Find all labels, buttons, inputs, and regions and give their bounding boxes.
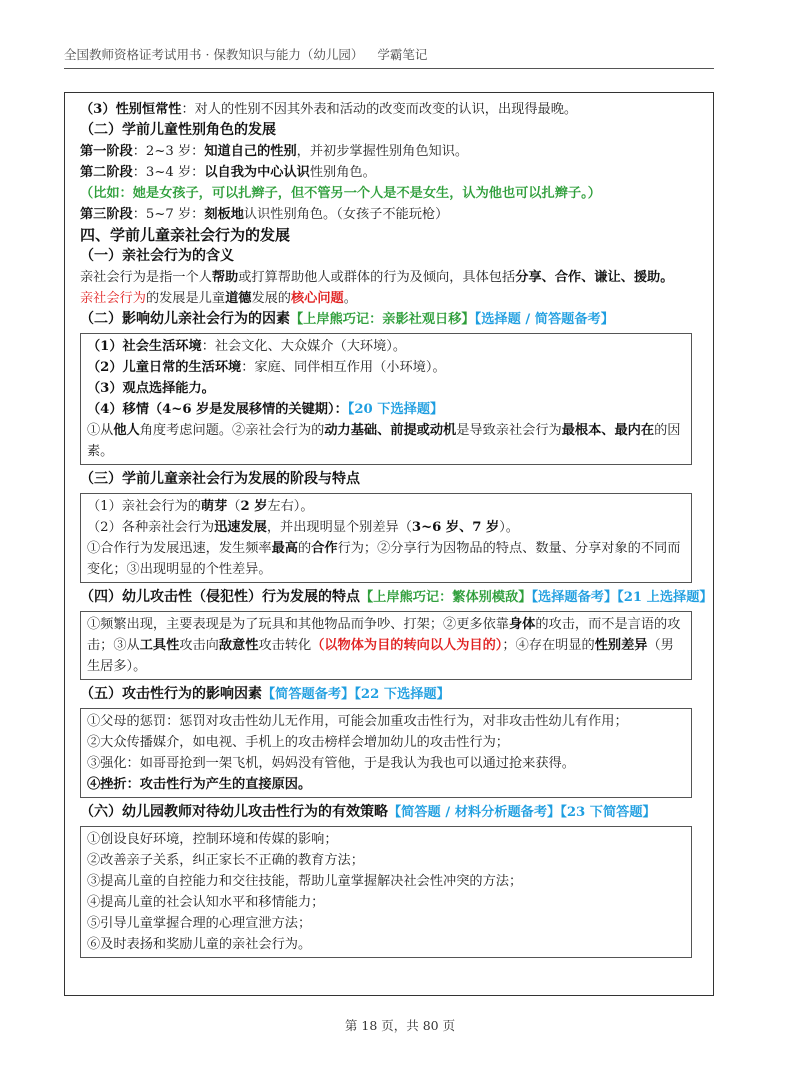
- stage-key: 知道自己的性别: [204, 144, 297, 159]
- stage-3: [80, 204, 705, 225]
- stage-item-1: [87, 496, 685, 517]
- text: （4）移情（4~6 岁是发展移情的关键期）：: [87, 402, 348, 417]
- text: 是导致亲社会行为: [456, 423, 562, 438]
- sub2-title: （二）影响幼儿亲社会行为的因素: [80, 311, 290, 327]
- strategy-3: ③提高儿童的自控能力和交往技能，帮助儿童掌握解决社会性冲突的方法；: [87, 874, 523, 889]
- exam-tag: 【21 上选择题】: [617, 590, 713, 605]
- factor-1: [87, 336, 685, 357]
- text: 发展的: [251, 291, 291, 306]
- text: 2 岁: [240, 499, 268, 514]
- strategy-box: [80, 826, 692, 958]
- text: 的因素。: [87, 423, 681, 459]
- text: 身体: [509, 617, 536, 632]
- stage-key: 以自我为中心认识: [204, 165, 310, 180]
- book-title: 全国教师资格证考试用书 · 保教知识与能力（幼儿园）: [64, 47, 364, 62]
- sub4-title-row: [80, 587, 713, 608]
- stage-rest: 性别角色。: [309, 165, 376, 180]
- strategy-4: ④提高儿童的社会认知水平和移情能力；: [87, 895, 325, 910]
- influence-3: ③强化：如哥哥抢到一架飞机，妈妈没有管他，于是我认为我也可以通过抢来获得。: [87, 756, 575, 771]
- text: ④挫折: [87, 777, 127, 792]
- term: 性别恒常性: [115, 102, 182, 117]
- aggression-traits-box: [80, 611, 692, 680]
- factor-4-detail: [87, 420, 685, 462]
- factor-2: [87, 357, 685, 378]
- term-text: ：对人的性别不因其外表和活动的改变而改变的认识，出现得最晚。: [181, 102, 578, 117]
- factor-4: [87, 399, 685, 420]
- text: 行为；②分享行为因物品的特点、数量、分享对象的不同而变化；③出现明显的个性差异。: [87, 541, 681, 577]
- aggression-traits: [87, 614, 685, 677]
- strategy-5: ⑤引导儿童掌握合理的心理宣泄方法；: [87, 916, 312, 931]
- memory-tip: 【上岸熊巧记：亲影社观日移】: [290, 312, 475, 327]
- text: 最高: [271, 541, 298, 556]
- item-num: （3）: [80, 102, 116, 117]
- text: 攻击转化: [258, 638, 312, 653]
- text: （2）儿童日常的生活环境: [87, 360, 242, 375]
- text: 。: [343, 291, 357, 306]
- stage-item-2: [87, 517, 685, 538]
- text: （男生居多）。: [87, 638, 674, 674]
- text: ①频繁出现，主要表现是为了玩具和其他物品而争吵、打架；②更多依靠: [87, 617, 509, 632]
- text: ①从: [87, 423, 114, 438]
- stage-rest: ，并初步掌握性别角色知识。: [296, 144, 469, 159]
- text: 动力基础、前提或动机: [324, 423, 457, 438]
- exam-tag: 【22 下选择题】: [354, 687, 450, 702]
- text: 核心问题: [291, 291, 344, 306]
- text: 3~6 岁、7 岁: [411, 520, 500, 535]
- text: （: [227, 499, 241, 514]
- text: （以物体为目的转向以人为目的）: [311, 638, 503, 653]
- exam-tag: 【选择题备考】: [531, 590, 618, 605]
- exam-tag: 【20 下选择题】: [347, 402, 444, 417]
- text: 的攻击，而不是言语的攻击；③从: [87, 617, 681, 653]
- sub5-title: （五）攻击性行为的影响因素: [80, 686, 262, 702]
- strategy-6: ⑥及时表扬和奖励儿童的亲社会行为。: [87, 937, 312, 952]
- memory-tip: 【上岸熊巧记：繁体别模敌】: [360, 590, 532, 605]
- text: 或打算帮助他人或群体的行为及倾向，具体包括: [238, 270, 516, 285]
- text: 性别差异: [594, 638, 648, 653]
- factors-box: [80, 333, 692, 465]
- sub6-title-row: [80, 802, 705, 823]
- stage-rest: 认识性别角色。（女孩子不能玩枪）: [243, 207, 449, 222]
- stage-age: ：3~4 岁：: [132, 165, 205, 180]
- running-header: [64, 45, 427, 63]
- stage-key: 刻板地: [204, 207, 244, 222]
- text: ，并出现明显个别差异（: [266, 520, 412, 535]
- text: 他人: [113, 423, 140, 438]
- exam-tag: 【23 下简答题】: [560, 805, 656, 820]
- text: 帮助: [211, 270, 239, 285]
- sub4-title: （四）幼儿攻击性（侵犯性）行为发展的特点: [80, 589, 360, 605]
- stage-age: ：5~7 岁：: [132, 207, 205, 222]
- text: （2）各种亲社会行为: [87, 520, 215, 535]
- stage-detail: [87, 538, 685, 580]
- sub6-title: （六）幼儿园教师对待幼儿攻击性行为的有效策略: [80, 804, 388, 820]
- sub5-title-row: [80, 684, 705, 705]
- stage-label: 第一阶段: [80, 144, 133, 159]
- text: 敌意性: [218, 638, 259, 653]
- strategy-1: ①创设良好环境，控制环境和传媒的影响；: [87, 832, 338, 847]
- text: 萌芽: [200, 499, 228, 514]
- text: 道德: [225, 291, 252, 306]
- text: ：社会文化、大众媒介（大环境）。: [201, 339, 407, 354]
- text: 的发展是儿童: [145, 291, 226, 306]
- text: 分享、合作、谦让、援助。: [515, 270, 674, 285]
- text: 的: [298, 541, 312, 556]
- stage-label: 第二阶段: [80, 165, 133, 180]
- exam-tag: 【选择题 / 简答题备考】: [474, 312, 614, 327]
- sub2-title-row: [80, 309, 705, 330]
- influence-4: [87, 774, 685, 795]
- text: 最根本、最内在: [561, 423, 655, 438]
- text: 左右）。: [267, 499, 314, 514]
- gender-example: （比如：她是女孩子，可以扎辫子，但不管另一个人是不是女生，认为他也可以扎辫子。）: [80, 186, 601, 201]
- page-number: 第 18 页，共 80 页: [344, 1018, 456, 1033]
- text: ；④存在明显的: [502, 638, 595, 653]
- strategy-2: ②改善亲子关系，纠正家长不正确的教育方法；: [87, 853, 364, 868]
- text: 亲社会行为是指一个人: [80, 270, 212, 285]
- exam-tag: 【简答题 / 材料分析题备考】: [388, 805, 561, 820]
- text: 合作: [311, 541, 338, 556]
- section-prosocial-title: 四、学前儿童亲社会行为的发展: [80, 226, 291, 244]
- influence-2: ②大众传播媒介，如电视、手机上的攻击榜样会增加幼儿的攻击性行为；: [87, 735, 509, 750]
- influence-1: ①父母的惩罚：惩罚对攻击性幼儿无作用，可能会加重攻击性行为，对非攻击性幼儿有作用；: [87, 714, 628, 729]
- text: （1）亲社会行为的: [87, 499, 201, 514]
- section-gender-role-title: （二）学前儿童性别角色的发展: [80, 122, 276, 138]
- stages-box: [80, 493, 692, 583]
- stage-label: 第三阶段: [80, 207, 133, 222]
- text: 攻击向: [179, 638, 219, 653]
- text: 迅速发展: [214, 520, 267, 535]
- influence-box: [80, 708, 692, 798]
- text: ：攻击性行为产生的直接原因。: [126, 777, 312, 792]
- text: ）。: [499, 520, 519, 535]
- sub1-title: （一）亲社会行为的含义: [80, 248, 234, 264]
- gender-constancy: [80, 99, 705, 120]
- prosocial-core: [80, 288, 705, 309]
- stage-age: ：2~3 岁：: [132, 144, 205, 159]
- text: ①合作行为发展迅速，发生频率: [87, 541, 272, 556]
- sub3-title: （三）学前儿童亲社会行为发展的阶段与特点: [80, 471, 360, 487]
- text: 亲社会行为: [80, 291, 146, 306]
- stage-1: [80, 141, 705, 162]
- text: 角度考虑问题。②亲社会行为的: [139, 423, 325, 438]
- factor-3: （3）观点选择能力。: [87, 381, 215, 396]
- text: 工具性: [139, 638, 180, 653]
- notes-label: 学霸笔记: [377, 47, 428, 62]
- text: ：家庭、同伴相互作用（小环境）。: [241, 360, 446, 375]
- prosocial-definition: [80, 267, 705, 288]
- page-content: [80, 99, 713, 962]
- text: （1）社会生活环境: [87, 339, 202, 354]
- exam-tag: 【简答题备考】: [262, 687, 355, 702]
- stage-2: [80, 162, 705, 183]
- header-rule: [64, 68, 714, 69]
